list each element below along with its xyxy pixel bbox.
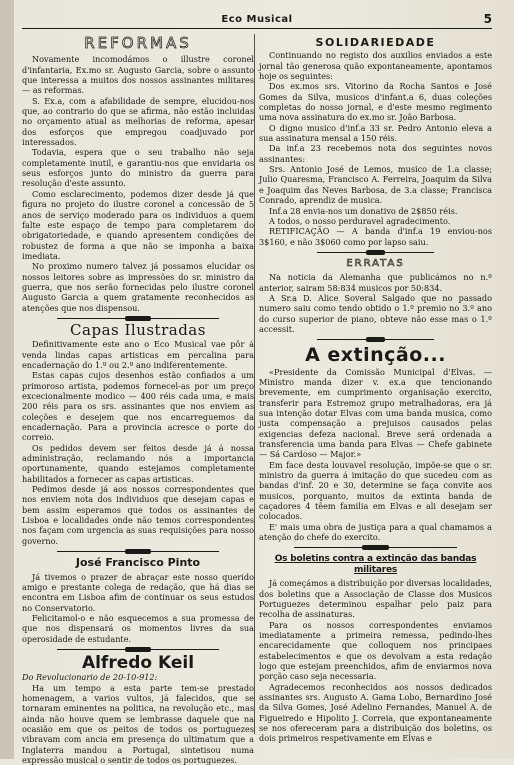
paragraph: S. Ex.a, com a afabilidade de sempre, elucidou-nos que, ao contrario do que se afirma, não estão incluidas no orçamento atual as melhorias de reforma, apesar dos esforços que empregou coadjuvado por interessados. [22,95,254,148]
paragraph: Para os nossos correspondentes enviamos imediatamente a primeira remessa, pedindo-lhes encarecidamente que colloquem nos principaes estabelecimentos e que os devolvam a esta redação logo que estejam preenchidos, afim de enviarmos nova porção caso seja necessaria. [259,619,492,682]
paragraph: No proximo numero talvez já possamos elucidar os nossos leitores sobre as impressões do sr. ministro da guerra, que nos serão fornecidas pelo ilustre coronel Augusto Garcia a quem gratamente reconhecidos as atenções que nos dispensou. [22,261,254,313]
paragraph: Da inf.a 23 recebemos nota dos seguintes novos assinantes: [259,143,492,164]
paragraph: Pedimos desde já aos nossos correspondentes que nos enviem nota dos individuos que desejam capas e bem assim esperamos que todos os assinantes de Lisboa e localidades onde não temos correspondentes nos façam com urgencia as suas requisições para nosso governo. [22,484,254,546]
paragraph: Felicitamol-o e não esquecemos a sua promessa de que nos dispensará os momentos livres da sua operosidade de estudante. [22,612,254,644]
page-header [22,14,492,29]
paragraph: Ha um tempo a esta parte tem-se prestado homenagem, a varios vultos, já falecidos, que se tornaram eminentes na politica, na revolução etc., mas ainda não houve quem se lembrasse daquele que na ocasião em que os peitos de todos os portuguezes vibravam com ancia em presença do ultimatum que a Inglaterra mandou a Portugal, sintetisou numa expressão musical o sentir de todos os portuguezes. [22,682,254,765]
heading-erratas: ERRATAS [346,257,405,269]
column-divider [254,34,255,734]
left-column [22,34,254,765]
heading-alfredo-keil: Alfredo Keil [81,652,195,673]
paragraph: A Sr.a D. Alice Soveral Salgado que no passado numero saiu como tendo obtido o 1.º premio no 3.º ano do curso superior de piano, obteve não esse mas o 1.º accessit. [259,292,492,334]
paragraph: «Presidente da Comissão Municipal d'Elvas. — Ministro manda dizer v. ex.a que tencionando brevemente, em cumprimento organisação exercito, transferir para Estremoz grupo metralhadoras, era já sua intenção dotar Elvas com uma banda musica, como justa compensação a prejuisos causados pelas exigencias defeza nacional. Breve será ordenada a transferencia uma banda para Elvas — Chefe gabinete — Sá Cardoso — Major.» [259,366,492,460]
paragraph: Os pedidos devem ser feitos desde já á nossa administração, reclamando nós a importancia oportunamente, quando estejamos completamente habilitados a fornecer as capas artisticas. [22,442,254,484]
paragraph: Já começámos a distribuição por diversas localidades, dos boletins que a Associação de Classe dos Musicos Portuguezes determinou espalhar pelo paiz para recolha de assinaturas. [259,578,492,620]
paragraph: A todos, o nosso perduravel agradecimento. [269,215,451,226]
masthead-title: Eco Musical [221,14,293,25]
paragraph: Dos ex.mos srs. Vitorino da Rocha Santos e José Gomes da Silva, musicos d'infant.a 6, duas coleções completas do nosso jornal, e d'este mesmo regimento uma nova assinatura do ex.mo sr. João Barbosa. [259,81,492,123]
paragraph: RETIFICAÇÃO — A banda d'inf.a 19 enviou-nos 3$160, e não 3$060 como por lapso saiu. [259,226,492,247]
paragraph: Srs. Antonio José de Lemos, musico de 1.a classe; Julio Quaresma, Francisco A. Ferreira, Joaquim da Silva e Joaquim das Neves Barbosa, de 3.a classe; Francisca Conrado, aprendiz de musica. [259,164,492,206]
section-rule [57,316,219,321]
paragraph: Agradecemos reconhecidos aos nossos dedicados assinantes srs. Augusto A. Gama Lobo, Bernardino José da Silva Gomes, José Adelino Fernandes, Manuel A. de Figueiredo e Hipolito J. Correia, que expontaneamente se nos ofereceram para a distribuição dos boletins, os dois primeiros respetivamente em Elvas e [259,681,492,744]
paragraph: Inf.a 28 envia-nos um donativo de 2$850 réis. [269,205,458,216]
paragraph: Na noticia da Alemanha que publicámos no n.º anterior, sairam 58:834 musicos por 50:834. [259,272,492,293]
paragraph: Todavia, espera que o seu trabalho não seja completamente inutil, e garantiu-nos que envidaria os seus esforços junto do ministro da guerra para resolução d'este assunto. [22,147,254,189]
paragraph: Em face desta louvavel resolução, impõe-se que o sr. ministro da guerra á imitação do que sucedeu com as bandas d'inf. 20 e 30, determine se faça convite aos musicos, porquanto, muitos da extinta banda de caçadores 4 têem familia em Elvas e ali desejam ser colocados. [259,459,492,522]
paragraph: Novamente incomodámos o illustre coronel d'infantaria, Ex.mo sr. Augusto Garcia, sobre o assunto que interessa a muitos dos nossos assinantes militares — as reformas. [22,54,254,96]
heading-solidariedade: SOLIDARIEDADE [315,36,436,49]
binding-margin [0,0,14,759]
section-rule [57,549,219,554]
section-rule [317,337,434,342]
section-rule [317,250,434,255]
section-rule [57,647,219,652]
heading-capas-ilustradas: Capas Ilustradas [70,320,206,339]
paragraph: Continuando no registo dos auxilios enviados a este jornal tão generosa quão expontaneamente, apontamos hoje os seguintes: [259,50,492,82]
heading-a-extincao: A extinção... [305,344,446,367]
paragraph: O digno musico d'inf.a 33 sr. Pedro Antonio eleva a sua assinatura mensal a 150 réis. [259,122,492,144]
heading-reformas: REFORMAS [84,34,192,52]
paragraph: Como esclarecimento, podemos dizer desde já que figura no projeto do ilustre coronel a concessão de 5 anos de serviço moderado para os individuos a quem falte este espaço de tempo para completarem do obrigatoriedade, e quando apresentem condições de robustez de forma a que não se imponha a baixa imediata. [22,188,254,261]
paragraph: Já tivemos o prazer de abraçar este nosso querido amigo e prestante colega de redação, que há dias se encontra em Lisboa afim de continuar os seus estudos no Conservatorio. [22,571,254,613]
paragraph: E' mais uma obra de justiça para a qual chamamos a atenção do chefe do exercito. [259,521,492,543]
page-number: 5 [483,12,492,26]
paragraph: Definitivamente este ano o Eco Musical vae pôr á venda lindas capas artisticas em percalina para encadernação do 1.º ou 2.º ano indiferentemente. [22,339,254,370]
right-column [259,36,492,744]
section-rule [294,545,457,550]
heading-jose-francisco-pinto: José Francisco Pinto [75,556,201,570]
article-source: Do Revolucionario de 20-10-912: [22,672,158,683]
paragraph: Estas capas cujos desenhos estão confiados a um primoroso artista, podemos fornecel-as por um preço excecionalmente modico — 400 réis cada uma, e mais 200 réis para os srs. assinantes que nos enviem as coleções e desejem que nos encarreguemos da encadernação. Para a provincia acresce o porte do correio. [22,370,254,443]
heading-os-boletins: Os boletins contra a extinção das bandas militares [274,554,477,575]
